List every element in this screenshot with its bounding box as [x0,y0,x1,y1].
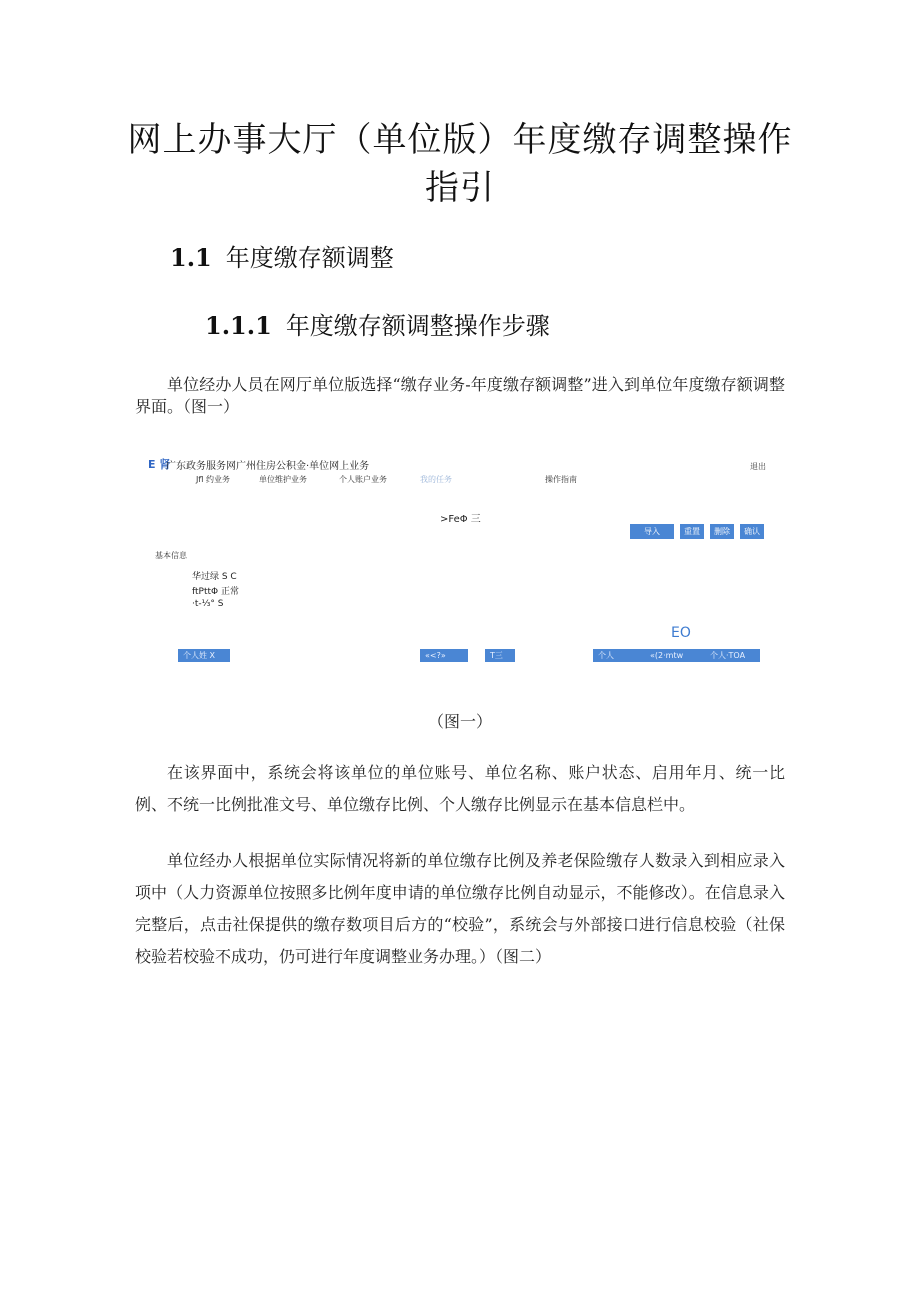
info-line: ftPttΦ 正常 [192,587,239,597]
eo-label: EO [671,625,691,641]
nav-item-guide[interactable]: 操作指南 [545,475,577,484]
section-heading [170,238,394,273]
figure-screenshot [140,448,780,670]
subsection-number: 1.1.1 [205,311,272,340]
reset-button[interactable]: 重置 [680,524,704,539]
confirm-button[interactable]: 确认 [740,524,764,539]
logout-link[interactable]: 退出 [750,462,766,471]
bottom-bar-field[interactable]: T三 [485,649,515,662]
info-line: 华过绿 S C [192,572,237,582]
page-heading: >FeΦ 三 [440,514,481,525]
doc-title-line2: 指引 [425,168,495,208]
subsection-title: 年度缴存额调整操作步骤 [285,312,550,340]
section-number: 1.1 [170,243,212,272]
nav-item-personal-account[interactable]: 个人账户业务 [339,475,387,484]
nav-item-deposit[interactable]: Jfl 约业务 [196,475,230,484]
paragraph-intro: 单位经办人员在网厅单位版选择“缴存业务-年度缴存额调整”进入到单位年度缴存额调整界面。（图一） [135,375,785,416]
bottom-bar-field[interactable]: 个人·TOA [705,649,760,662]
nav-item-unit-maintenance[interactable]: 单位维护业务 [259,475,307,484]
figure-caption: （图一） [427,712,492,731]
brand-logo-icon: E 肾 [148,458,171,471]
info-line: ·t-⅓° S [192,599,224,609]
bottom-bar-field[interactable]: «<?» [420,649,468,662]
basic-info-label: 基本信息 [155,551,187,560]
subsection-heading [205,306,550,341]
nav-item-my-tasks[interactable]: 我的任务 [420,475,452,484]
paragraph-basic-info: 在该界面中，系统会将该单位的单位账号、单位名称、账户状态、启用年月、统一比例、不统一比例批准文号、单位缴存比例、个人缴存比例显示在基本信息栏中。 [135,763,785,814]
delete-button[interactable]: 删除 [710,524,734,539]
paragraph-entry: 单位经办人根据单位实际情况将新的单位缴存比例及养老保险缴存人数录入到相应录入项中（人力资源单位按照多比例年度申请的单位缴存比例自动显示，不能修改）。在信息录入完整后，点击社保提供的缴存数项目后方的“校验”，系统会与外部接口进行信息校验（社保校验若校验不成功，仍可进行年度调整业务办理。）（图二） [135,851,785,966]
bottom-bar-field[interactable]: «(2·mtw [645,649,705,662]
import-button[interactable]: 导入 [630,524,674,539]
bottom-bar-personal-name[interactable]: 个人姓 X [178,649,230,662]
bottom-bar-field[interactable]: 个人 [593,649,645,662]
doc-title-line1: 网上办事大厅（单位版）年度缴存调整操作 [127,120,793,160]
portal-brand-title: 广东政务服务网广州住房公积金·单位网上业务 [166,461,370,472]
section-title: 年度缴存额调整 [225,244,394,272]
